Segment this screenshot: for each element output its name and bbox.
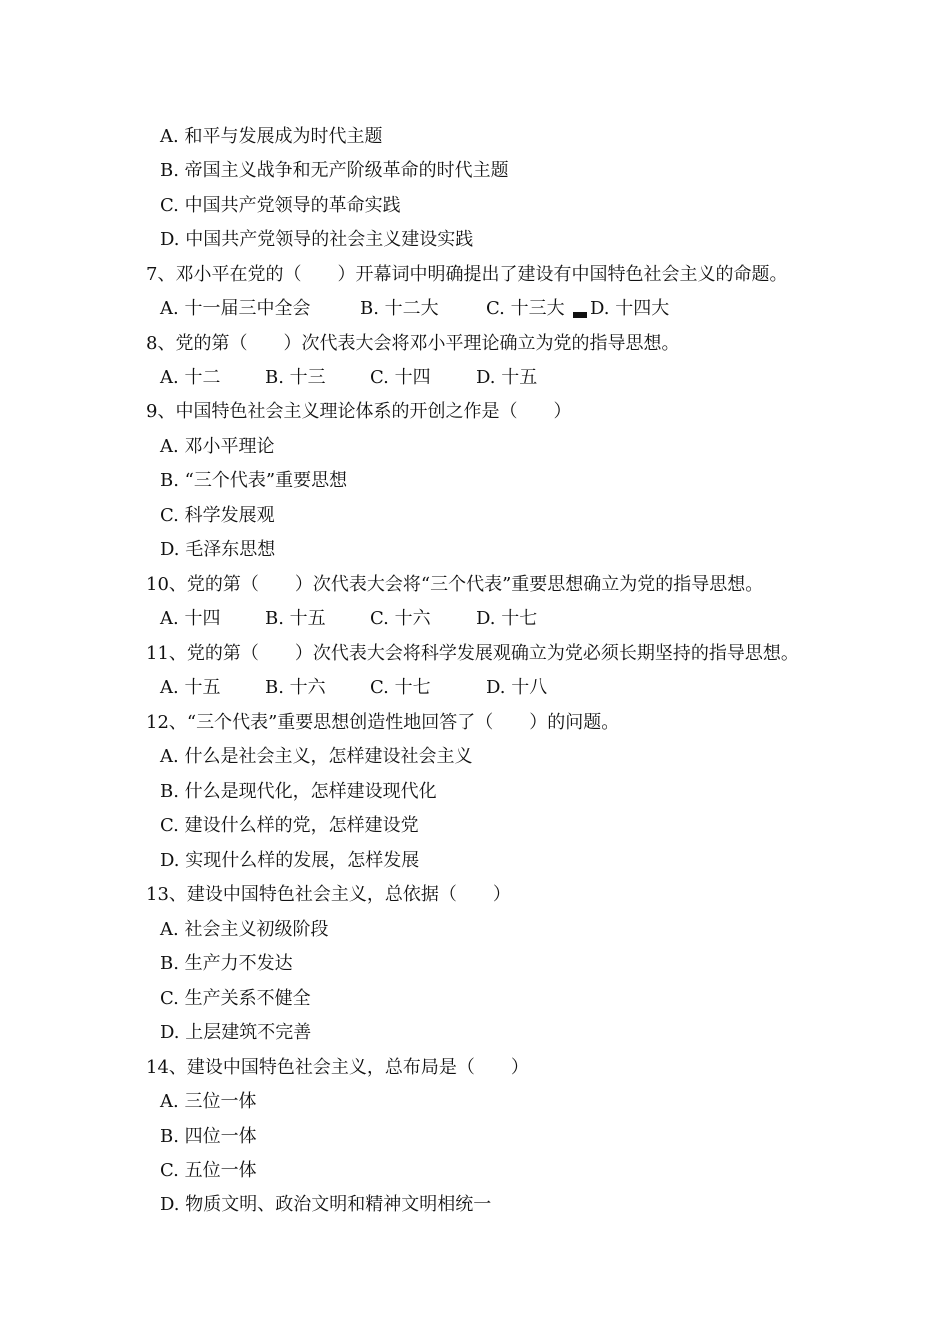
q7-option-d: D. 十四大: [590, 298, 670, 319]
question-11-stem: 11、党的第（ ）次代表大会将科学发展观确立为党必须长期坚持的指导思想。: [146, 643, 799, 664]
q14-option-b: B. 四位一体: [160, 1126, 257, 1147]
question-11-options: [160, 676, 600, 700]
q8-option-b: B. 十三: [265, 367, 326, 388]
q14-option-c: C. 五位一体: [160, 1160, 257, 1181]
q13-option-b: B. 生产力不发达: [160, 953, 293, 974]
q12-option-c: C. 建设什么样的党，怎样建设党: [160, 815, 419, 836]
question-8-stem: 8、党的第（ ）次代表大会将邓小平理论确立为党的指导思想。: [146, 333, 680, 354]
q11-option-a: A. 十五: [160, 677, 221, 698]
prev-option-d: D. 中国共产党领导的社会主义建设实践: [160, 229, 474, 250]
prev-option-c: C. 中国共产党领导的革命实践: [160, 195, 401, 216]
q7-option-b: B. 十二大: [360, 298, 439, 319]
q8-option-a: A. 十二: [160, 367, 221, 388]
q9-option-b: B. “三个代表”重要思想: [160, 470, 348, 491]
q10-option-b: B. 十五: [265, 608, 326, 629]
q13-option-c: C. 生产关系不健全: [160, 988, 311, 1009]
q14-option-a: A. 三位一体: [160, 1091, 257, 1112]
edit-mark: [572, 297, 588, 321]
question-7-options: [160, 297, 720, 321]
q13-option-d: D. 上层建筑不完善: [160, 1022, 312, 1043]
prev-option-b: B. 帝国主义战争和无产阶级革命的时代主题: [160, 160, 509, 181]
question-7-stem: 7、邓小平在党的（ ）开幕词中明确提出了建设有中国特色社会主义的命题。: [146, 264, 788, 285]
q8-option-c: C. 十四: [370, 367, 431, 388]
q12-option-a: A. 什么是社会主义，怎样建设社会主义: [160, 746, 473, 767]
q11-option-c: C. 十七: [370, 677, 431, 698]
q11-option-b: B. 十六: [265, 677, 326, 698]
q10-option-c: C. 十六: [370, 608, 431, 629]
question-8-options: [160, 366, 580, 390]
q12-option-b: B. 什么是现代化，怎样建设现代化: [160, 781, 437, 802]
q7-option-a: A. 十一届三中全会: [160, 298, 311, 319]
q10-option-d: D. 十七: [476, 608, 538, 629]
q9-option-c: C. 科学发展观: [160, 505, 275, 526]
q9-option-d: D. 毛泽东思想: [160, 539, 276, 560]
q10-option-a: A. 十四: [160, 608, 221, 629]
question-9-stem: 9、中国特色社会主义理论体系的开创之作是（ ）: [146, 401, 572, 422]
q13-option-a: A. 社会主义初级阶段: [160, 919, 329, 940]
q11-option-d: D. 十八: [486, 677, 548, 698]
q9-option-a: A. 邓小平理论: [160, 436, 275, 457]
prev-option-a: A. 和平与发展成为时代主题: [160, 126, 383, 147]
question-10-stem: 10、党的第（ ）次代表大会将“三个代表”重要思想确立为党的指导思想。: [146, 574, 764, 595]
q7-option-c: C. 十三大: [486, 298, 565, 319]
q12-option-d: D. 实现什么样的发展，怎样发展: [160, 850, 420, 871]
q14-option-d: D. 物质文明、政治文明和精神文明相统一: [160, 1194, 492, 1215]
q8-option-d: D. 十五: [476, 367, 538, 388]
question-13-stem: 13、建设中国特色社会主义，总依据（ ）: [146, 884, 511, 905]
question-10-options: [160, 607, 580, 631]
question-12-stem: 12、“三个代表”重要思想创造性地回答了（ ）的问题。: [146, 712, 620, 733]
question-14-stem: 14、建设中国特色社会主义，总布局是（ ）: [146, 1057, 529, 1078]
